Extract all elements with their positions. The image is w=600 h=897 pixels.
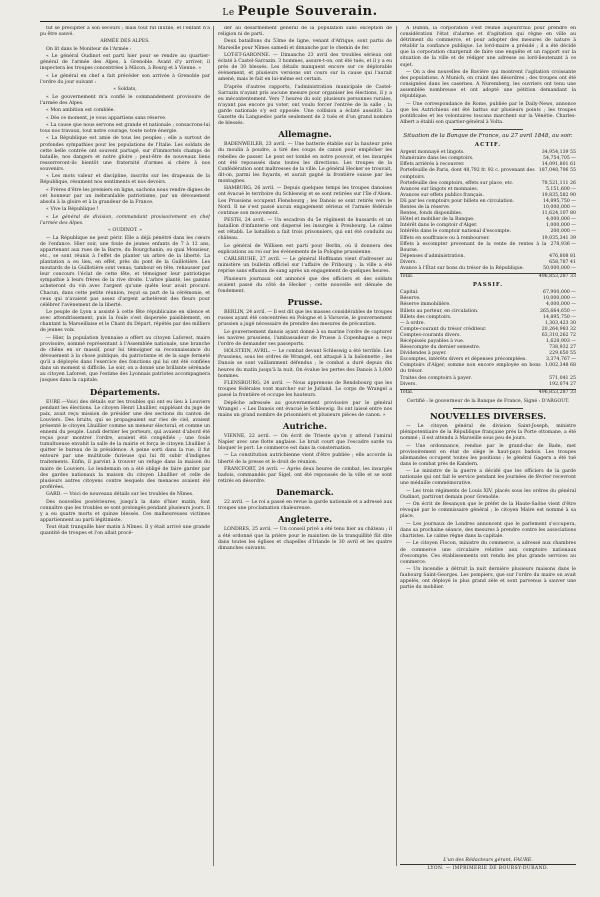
column-1: [40, 26, 210, 866]
paragraph: On lit dans le Moniteur de l'Armée :: [46, 46, 132, 52]
paragraph: Le général de Willisen est parti pour Berlin, où il donnera des explications au roi sur les événements de la Pologne prussienne.: [218, 243, 392, 255]
paragraph: Des nouvelles postérieures, jusqu'à la date d'hier matin, font connaître que les troubles se sont prolongés pendant plusieurs jours. Il y a eu quatre morts et quinze blessés. Ces malheureuses victimes appartiennent au parti légitimiste.: [40, 499, 210, 523]
actif-row: [400, 266, 576, 272]
paragraph: — Une correspondance de Rome, publiée par le Daily-News, annonce que les Autrichiens ont été battus sur plusieurs points ; les troupes pontificales et les volontaires toscans marchent sur la Vénétie. Charles-Albert a établi son quartier-général à Volta.: [400, 101, 576, 125]
actif-total-row: [400, 273, 576, 280]
paragraph: « Le général Oudinot est parti hier pour se rendre au quartier-général de l'armée des Alpes, à Grenoble. Avant d'y arriver, il inspectera les troupes concentrées à Mâcon, à Bourg et à Vienne. »: [40, 54, 210, 72]
paragraph: FRANCFORT, 24 avril. — Après deux heures de combat, les insurgés badois, commandés par Sigel, ont été repoussés de la ville et se sont retirés en désordre.: [218, 466, 392, 485]
row-label: Intérêt dans le comptoir d'Alger.: [400, 223, 478, 229]
section-rule: [453, 129, 523, 130]
paragraph: A Dublin, la corporation s'est réunie aujourd'hui pour prendre en considération l'état d'alarme et d'agitation qui règne en ville au détriment du commerce, et pour adopter des mesures de nature à rétablir la confiance publique. Le lord-maire a présidé ; il a été décidé que la corporation chargerait de faire une enquête et un rapport sur la situation de la ville et de rédiger une adresse au lord-lieutenant à ce sujet.: [400, 26, 576, 68]
paragraph: « Soldats,: [113, 87, 137, 93]
row-label: Effets en souffrance ou à rembourser.: [400, 235, 490, 241]
editor-signature: L'un des Rédacteurs gérant, FAURE.: [443, 858, 533, 863]
paragraph: VIENNE, 22 avril. — On écrit de Trieste qu'on y attend l'amiral Napier avec une flotte anglaise. Le bruit court que l'escadre sarde va bloquer le port. Le commerce est dans la consternation.: [218, 433, 392, 452]
row-label: Avances sur effets publics français.: [400, 192, 484, 198]
row-value: 5,151,600 —: [545, 186, 576, 192]
row-label: Effets arriérés à recouvrer.: [400, 162, 465, 168]
section-heading: Autriche.: [282, 421, 328, 432]
masthead: [0, 4, 600, 22]
row-label: Comptes-courants divers.: [400, 332, 461, 338]
column-2: [218, 26, 392, 866]
row-value: 63,310,262 72: [541, 332, 576, 338]
row-label: Rentes, fonds disponibles.: [400, 211, 463, 217]
masthead-prefix: Le: [222, 8, 235, 18]
paragraph: PESTH, 24 avril. — Un escadron du 5e régiment de hussards et un bataillon d'infanterie ont dispersé les insurgés à Presbourg. Le calme est rétabli. Le bataillon a fait trois prisonniers, qui ont été conduits au château.: [218, 218, 392, 242]
column-3: [400, 26, 576, 866]
paragraph: — La République ne peut périr. Elle a déjà pénétré dans les cœurs de l'enfance. Hier soir, une foule de jeunes enfants de 7 à 12 ans, appartenant aux rues de la Barre, du Bourgchanin, ou quai Monsieur, etc., se sont réunis à l'effet de planter un arbre de la liberté. La plantation a eu lieu, en effet, près du pont de la Guillotière. Les moutards de la Guillotière sont venus, tambour en tête, rehausser par leur concours l'éclat de cette fête, et témoigner leur patriotique sympathie à leurs frères de la rive droite. L'arbre planté, les gamins acheteront du vin avec l'argent qu'une quête leur avait procuré. Chacun, dans cette petite réunion, reçut sa part de la cérémonie, et ceux qui n'avaient pas assez d'argent achetèrent des fleurs pour célébrer l'avènement de la liberté.: [40, 235, 210, 308]
paragraph: « Les mots valeur et discipline, inscrits sur les drapeaux de la République, résument nos sentiments et nos devoirs.: [40, 174, 210, 186]
passif-heading: PASSIF.: [472, 282, 504, 289]
row-value: 229,650 55: [549, 351, 576, 357]
row-value: 1,002,348 68: [544, 363, 576, 369]
passif-total-value: 496,853,287 33: [538, 389, 576, 395]
row-value: 1,000,000 —: [545, 223, 576, 229]
passif-row: [400, 382, 576, 388]
section-heading: Angleterre.: [277, 515, 332, 526]
paragraph: Tout était tranquille hier matin à Nîmes. Il y était arrivé une grande quantité de troupes et l'on allait procé-: [40, 525, 210, 537]
row-label: Dû par les comptoirs pour billets en circulation.: [400, 198, 515, 204]
printer-imprint: LYON. — IMPRIMERIE DE BOURSY-DURAND.: [427, 866, 549, 871]
column-divider: [396, 26, 397, 866]
paragraph: EURE.—Voici des détails sur les troubles qui ont eu lieu à Louviers pendant les élections. Le citoyen Henri Lhuillier, suppléant du juge de paix, avait reçu mission de présider une des sections du canton de Louviers. Des bruits, qui se propageaient sur ries de ciel, avaient présenté le citoyen Lhuillier comme un meneur électoral, et comme un ennemi du peuple. Lundi dernier les porteurs, qui avaient d'abord été reçus pour montrer l'ordre, avaient été congédiés ; une foule tumultueuse envahit la salle de la mairie et força le citoyen Lhuillier à quitter le bureau de la présidence. A peine sorti dans la rue, il fut entouré par une multitude furieuse qui lui fit subir d'indignes traitements. Enfin, il parvint à trouver un refuge dans la maison du maire de Louviers. Le lendemain on a été obligé de faire garder par des gardes nationaux la maison du citoyen Lhuillier et celle de plusieurs autres citoyens contre lesquels des menaces avaient été proférées.: [40, 399, 210, 490]
row-label: Divers.: [400, 381, 417, 387]
row-label: Argent monnayé et lingots.: [400, 150, 465, 156]
section-rule: [453, 408, 523, 409]
paragraph: « Mon ambition est comblée.: [46, 108, 115, 114]
row-label: Réserve.: [400, 296, 421, 302]
paragraph: Plusieurs journaux ont annoncé que des officiers et des soldats avaient passé du côté de Hecker ; cette nouvelle est dénuée de fondement.: [218, 276, 392, 295]
paragraph: « Vive la République !: [46, 207, 99, 213]
row-label: Effets à escompter provenant de la vente de rentes à la Bourse.: [400, 241, 547, 253]
passif-total-row: [400, 389, 576, 396]
row-label: Intérêts dans le comptoir national d'escompte.: [400, 229, 511, 235]
paragraph: BERLIN, 24 avril. — Il est dit que les masses considérables de troupes russes ayant été concentrées en Pologne et à Varsovie, le gouvernement prussien a jugé nécessaire de prendre des mesures de précaution.: [218, 310, 392, 328]
row-value: 14,895,750 —: [542, 198, 576, 204]
paragraph: FLENSBOURG, 24 avril. — Nous apprenons de Rendsbourg que les troupes fédérales vont marcher sur le Jutland. Le corps de Wrangel a passé la frontière et occupe les hauteurs.: [218, 381, 392, 399]
paragraph: « Le général en chef a fait précéder son arrivée à Grenoble par l'ordre du jour suivant :: [40, 73, 210, 85]
passif-total-label: Total.: [400, 389, 414, 395]
paragraph: — Le ministre de la guerre a décidé que les officiers de la garde nationale qui ont fait le service pendant les journées de février recevront une médaille commémorative.: [400, 469, 576, 487]
row-value: 4,000,000 —: [545, 302, 576, 308]
paragraph: — Les trois régiments de Louis XIV, placés sous les ordres du général Oudinot, partiront demain pour Grenoble.: [400, 488, 576, 500]
row-value: 19,035,341 39: [541, 235, 576, 241]
bank-statement-title: Situation de la Banque de France, au 27 avril 1848, au soir.: [403, 133, 573, 140]
dublin-article: [400, 26, 576, 126]
paragraph: HAMBURG, 26 avril. — Depuis quelques temps les troupes danoises ont évacué le territoire du Schleswig et se sont retirées sur l'île d'Alsen. Les Prussiens occupent Flensbourg ; les Danois se sont retirés vers le Nord. Il ne s'est passé aucun engagement sérieux et l'armée fédérale continue son mouvement.: [218, 186, 392, 216]
passif-row: [400, 363, 576, 375]
section-heading: Prusse.: [287, 298, 323, 309]
paragraph: — Le citoyen général de division Saint-Joseph, ministre plénipotentiaire de la République française près la Porte ottomane, a été nommé ; il est attendu à Marseille sous peu de jours.: [400, 423, 576, 442]
paragraph: Le gouvernement danois ayant donné à sa marine l'ordre de capturer les navires prussiens, l'ambassadeur de Prusse à Copenhague a reçu l'ordre de demander ses passeports.: [218, 329, 392, 347]
paragraph: — Un incendie a détruit la nuit dernière plusieurs maisons dans le faubourg Saint-Georges. Les pompiers, que sur l'ordre du maire on avait appelés, ont déployé le plus grand zèle et sont parvenus à sauver une partie du mobilier.: [400, 567, 576, 591]
row-value: 10,000,000 —: [542, 205, 576, 211]
row-label: Traites des comptoirs à payer.: [400, 375, 472, 381]
paragraph: 22 avril. — Le roi a passé en revue la garde nationale et a adressé aux troupes une proclamation chaleureuse.: [218, 500, 392, 512]
row-value: 265,664,650 —: [540, 308, 576, 314]
bank-statement: [400, 133, 576, 405]
row-value: 3,374,767 —: [545, 357, 576, 363]
paragraph: — On a des nouvelles de Bavière qui montrent l'agitation croissante des populations. A Munich, on craint des désordres ; des troupes ont été consignées dans les casernes. A Nuremberg, les ouvriers ont tenu une assemblée nombreuse et ont adopté une pétition demandant la république.: [400, 69, 576, 100]
row-label: Récépissés payables à vue.: [400, 339, 465, 344]
actif-heading: ACTIF.: [474, 142, 502, 149]
section-heading: Allemagne.: [278, 130, 332, 141]
row-label: Hôtel et mobilier de la Banque.: [400, 217, 475, 223]
row-label: — à ordre.: [400, 320, 426, 326]
row-label: Réescompte du dernier semestre.: [400, 345, 481, 351]
row-value: 20,264,983 32: [541, 326, 576, 332]
row-label: Rentes de la réserve.: [400, 205, 451, 211]
row-value: 1,303,423 30: [544, 320, 576, 326]
paragraph: — Le citoyen Flocon, ministre du commerce, a adressé aux chambres de commerce une circulaire relative aux comptoirs nationaux d'escompte. Ces établissements ont rendu les plus grands services au commerce.: [400, 541, 576, 565]
column-divider: [213, 26, 214, 866]
paragraph: LOT-ET-GARONNE. — Dimanche 23 avril des troubles sérieux ont éclaté à Castel-Sarrazin. 3 hommes, assure-t-on, ont été tués, et il y a eu près de 30 blessés. Les détails manquent encore sur ce déplorable événement, et plusieurs versions ont cours sur la cause qui l'aurait amené, mais le fait en lui-même est certain.: [218, 52, 392, 83]
row-value: 658,787 41: [549, 259, 576, 265]
paragraph: — Hier, la population lyonnaise a offert au citoyen Laforest, maire provisoire, nommé représentant à l'Assemblée nationale, une branche de chêne en or massif, pour lui témoigner sa reconnaissance du dévouement à la chose publique, du patriotisme et de la sage fermeté qu'il a déployés dans l'exercice des fonctions qui lui ont été confiées dans un moment si difficile. Le soir, on a donné une brillante sérénade au citoyen Laforest, que l'estime des Lyonnais patriotes accompagnera jusques dans la capitale.: [40, 335, 210, 384]
row-value: 11,624,107 80: [541, 211, 576, 217]
paragraph: « OUDINOT. »: [108, 228, 142, 234]
paragraph: tut se précipiter à son secours ; mais tout fut inutile, et l'enfant n'a pu être sauvé.: [40, 26, 210, 38]
row-label: Numéraire dans les comptoirs.: [400, 156, 474, 162]
actif-row: [400, 168, 576, 180]
paragraph: « Dès ce moment, je vous appartiens sans réserve.: [46, 115, 167, 121]
footer-rule: [400, 864, 576, 865]
paragraph: CARLSRUHE, 27 avril. — Le général Hoffmann vient d'adresser au ministère un bulletin officiel sur l'affaire de Fribourg ; la ville a été reprise sans effusion de sang après un engagement de quelques heures.: [218, 257, 392, 275]
paragraph: ARMÉE DES ALPES.: [100, 39, 150, 45]
row-value: 187,048,796 55: [538, 168, 576, 174]
paragraph: — Une ordonnance, rendue par le grand-duc de Bade, met provisoirement en état de siège le haut-pays badois. Les troupes allemandes occupent toutes les positions ; le général Gagern a été tué dans le combat près de Kandern.: [400, 443, 576, 467]
row-label: Billets des comptoirs.: [400, 314, 452, 320]
row-value: 4,000,000 —: [545, 217, 576, 223]
row-value: 54,754,705 —: [542, 156, 576, 162]
row-label: Compte-courant du trésor créditeur.: [400, 326, 487, 332]
row-value: 10,000,000 —: [542, 296, 576, 302]
row-label: Billets au porteur, en circulation.: [400, 308, 479, 314]
paragraph: « Frères d'être les premiers en ligne, sachons nous rendre dignes de cet honneur par un inébranlable patriotisme, par un dévouement absolu à la gloire et à la grandeur de la France.: [40, 187, 210, 205]
row-value: 1,628,903 —: [545, 339, 576, 344]
paragraph: — La constitution autrichienne vient d'être publiée ; elle accorde la liberté de la presse et le droit de réunion.: [218, 453, 392, 465]
row-label: Dividendes à payer.: [400, 351, 447, 357]
row-value: 200,000 —: [550, 229, 576, 235]
row-label: Portefeuille de Paris, dont 48,792 fr. 92 c. provenant des comptoirs.: [400, 168, 535, 180]
row-value: 19,835,582 90: [541, 192, 576, 198]
row-label: Réserve immobilière.: [400, 302, 451, 308]
row-label: Divers.: [400, 259, 417, 265]
row-value: 192,074 27: [549, 381, 576, 387]
paragraph: Deux bataillons du 53me de ligne, venant d'Afrique, sont partis de Marseille pour Nîmes samedi et dimanche par le chemin de fer.: [218, 39, 392, 51]
paragraph: GARD. — Voici de nouveaux détails sur les troubles de Nîmes.: [46, 492, 194, 498]
row-value: 67,900,000 —: [542, 290, 576, 296]
bank-certification: Certifié : le gouverneur de la Banque de France, Signé : D'ARGOUT.: [406, 398, 570, 404]
row-value: 571,041 25: [549, 375, 576, 381]
passif-table: [400, 290, 576, 388]
row-value: 78,521,111 26: [541, 180, 576, 186]
row-label: Escomptes, intérêts divers et dépenses précomptées.: [400, 357, 527, 363]
actif-row: [400, 242, 576, 254]
paragraph: Dépêche adressée au gouvernement provisoire par le général Wrangel : « Les Danois ont évacué le Schleswig. Ils ont laissé entre nos mains un grand nombre de prisonniers et plusieurs pièces de canon. »: [218, 400, 392, 418]
section-heading: NOUVELLES DIVERSES.: [429, 411, 547, 422]
paragraph: — Les journaux de Londres annoncent que le parlement s'occupera, dans sa prochaine séance, des mesures à prendre contre les associations chartistes. Le calme règne dans la capitale.: [400, 521, 576, 540]
row-value: 278,936 —: [550, 241, 576, 247]
masthead-rule: [40, 21, 560, 22]
paragraph: HOLSTEIN, AVRIL. — Le combat devant Schleswig a été terrible. Les Prussiens, sous les ordres de Wrangel, ont attaqué à la baïonnette ; les Danois se sont vaillamment défendus ; le combat a duré depuis dix heures du matin jusqu'à la nuit. On évalue les pertes des Danois à 3,000 hommes.: [218, 349, 392, 379]
actif-total-label: Total.: [400, 274, 414, 280]
paragraph: « La cause que nous servons est grande et nationale ; consacrons-lui tous nos travaux, tout notre courage, toute notre énergie.: [40, 122, 210, 135]
paragraph: — On écrit de Besançon que le préfet de la Haute-Saône vient d'être révoqué par le commissaire général ; le citoyen Maire est nommé à sa place.: [400, 502, 576, 520]
masthead-title: Peuple Souverain.: [237, 4, 378, 19]
row-value: 50,000,000 —: [542, 265, 576, 271]
row-value: 14,091,801 61: [541, 162, 576, 168]
section-heading: Départements.: [89, 387, 161, 398]
row-value: 476,808 81: [549, 253, 576, 259]
row-value: 34,954,139 55: [541, 150, 576, 156]
row-label: Dépenses d'administration.: [400, 253, 465, 259]
row-label: Comptoirs d'Alger, somme non encore employée en bons du trésor.: [400, 363, 541, 375]
nouvelles-diverses: [400, 412, 576, 592]
paragraph: Le peuple de Lyon a assisté à cette fête républicaine en silence et avec attendrissement, puis la foule s'est dispersée paisiblement, en chantant la Marseillaise et le Chant du Départ, répétés par des milliers de jeunes voix.: [40, 310, 210, 334]
row-value: 738,932 27: [549, 345, 576, 351]
paragraph: D'après d'autres rapports, l'administration municipale de Castel-Sarrazin n'ayant pris aucune mesure pour organiser les élections, il y a eu mécontentement. Vers 7 heures du soir, plusieurs personnes rurales, n'ayant pas encore pu voter, ont voulu forcer l'entrée de la salle ; la garde nationale s'y est opposée. Une collision a éclaté aussitôt. La Gazette du Languedoc parle seulement de 2 tués et d'un grand nombre de blessés.: [218, 84, 392, 127]
row-label: Capital.: [400, 290, 419, 296]
row-label: Avance à l'État sur bons du trésor de la République.: [400, 265, 525, 271]
paragraph: der au désarmement général de la population sans exception de religion ni de parti.: [218, 26, 392, 38]
paragraph: « Le gouvernement m'a confié le commandement provisoire de l'armée des Alpes.: [40, 94, 210, 106]
paragraph: « La République est amie de tous les peuples ; elle a surtout de profondes sympathies pour les populations de l'Italie. Les soldats de cette belle contrée ont souvent partagé, sur d'immortels champs de bataille, nos dangers et notre gloire ; peut-être de nouveaux liens resserreront-ils bientôt une fraternité d'armes si chère à nos souvenirs.: [40, 136, 210, 172]
paragraph: « Le général de division, commandant provisoirement en chef l'armée des Alpes.: [40, 214, 210, 226]
row-value: 14,895,750 —: [542, 314, 576, 320]
actif-total-value: 496,853,287 33: [538, 274, 576, 280]
section-heading: Danemarck.: [276, 488, 334, 499]
row-label: Avances sur lingots et monnaies.: [400, 186, 479, 192]
paragraph: LONDRES, 25 avril. — Un conseil privé a été tenu hier au château ; il a été ordonné que la prière pour le maintien de la tranquillité fût dite dans toutes les églises et chapelles d'Irlande le 30 avril et les quatre dimanches suivants.: [218, 527, 392, 551]
row-label: Portefeuille des comptoirs, effets sur place, etc.: [400, 180, 514, 186]
actif-table: [400, 150, 576, 272]
paragraph: BADENWEILER, 23 avril. — Une batterie établie sur la hauteur près du moulin à poudre, a tiré des coups de canon pour empêcher les rebelles de passer. Le pont est tombé en notre pouvoir, et les insurgés ont été repoussés dans toutes les directions. Les troupes de la Confédération sont maîtresses de la ville. Le général Hecker se trouvait, dit-on, parmi les fuyards, et aurait gagné la frontière suisse par les montagnes.: [218, 142, 392, 184]
